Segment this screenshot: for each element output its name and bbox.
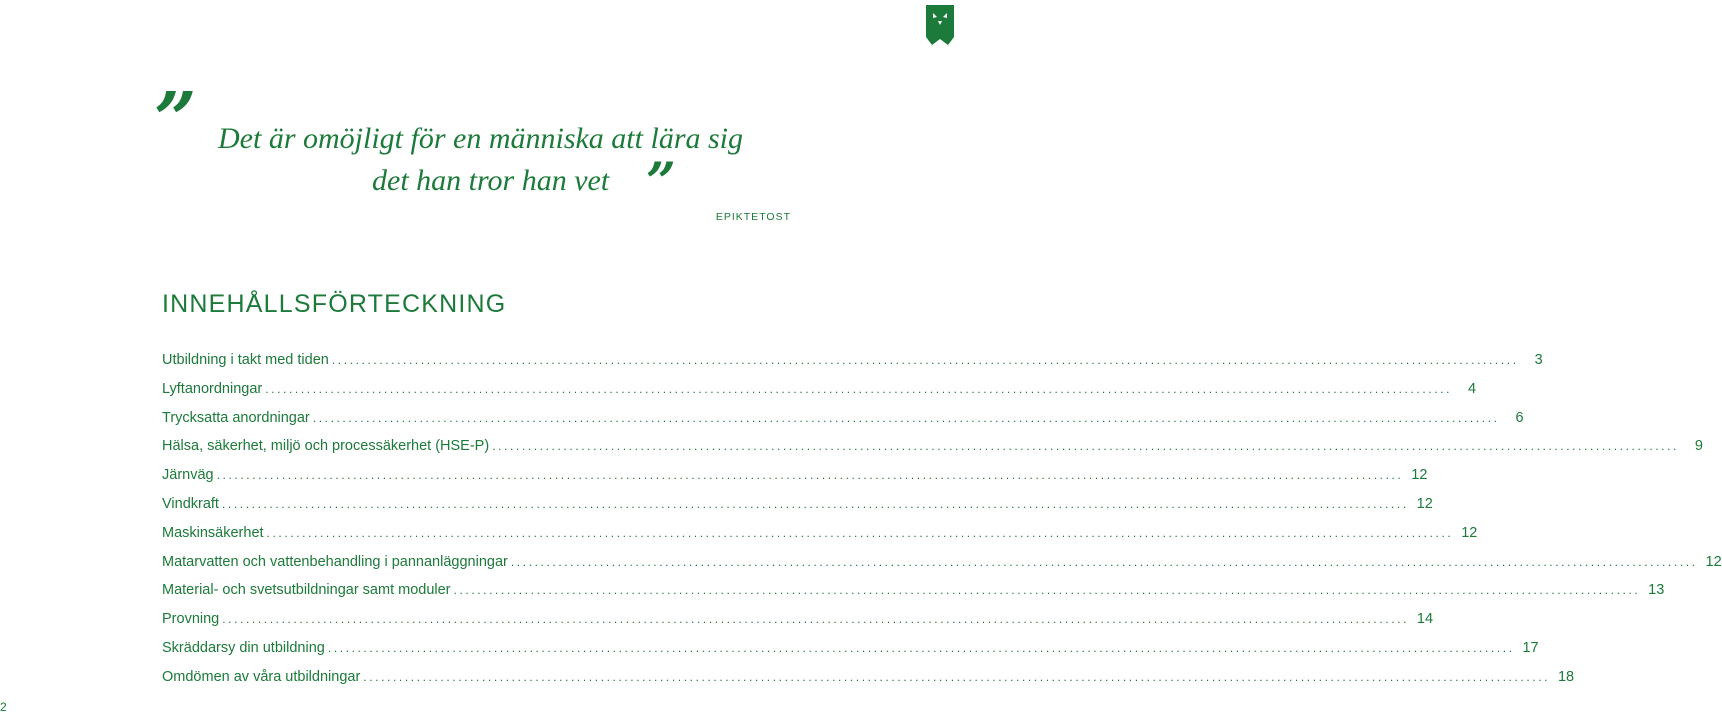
toc-dot-leader: ........................................................................................................................................................................................................ [363,669,1551,684]
toc-entry[interactable] [162,553,1722,583]
toc-entry[interactable] [162,639,1539,669]
toc-entry-page: 14 [1416,611,1434,628]
toc-title: INNEHÅLLSFÖRTECKNING [162,290,507,318]
toc-dot-leader: ........................................................................................................................................................................................................ [492,439,1679,454]
toc-entry-label: Maskinsäkerhet [162,524,264,541]
toc-entry[interactable] [162,467,1428,496]
toc-dot-leader: ........................................................................................................................................................................................................ [327,640,1515,655]
toc-dot-leader: ........................................................................................................................................................................................................ [216,468,1404,483]
toc-entry-page: 12 [1705,553,1722,570]
toc-entry-page: 3 [1534,352,1543,368]
toc-entry-label: Trycksatta anordningar [162,409,310,426]
toc-dot-leader: ........................................................................................................................................................................................................ [222,612,1410,627]
toc-dot-leader: ........................................................................................................................................................................................................ [453,583,1641,598]
open-quote-mark: ” [154,77,197,163]
toc-entry-page: 4 [1467,380,1477,397]
toc-entry-page: 18 [1557,668,1575,685]
quote-line-1: Det är omöjligt för en människa att lära sig [218,122,743,155]
toc-entry-page: 6 [1515,409,1524,426]
toc-entry-label: Matarvatten och vattenbehandling i pannanläggningar [162,553,508,570]
toc-entry-page: 17 [1522,639,1539,656]
close-quote-mark: ” [646,152,676,213]
toc-entry[interactable] [162,352,1543,381]
toc-entry-label: Provning [162,611,220,628]
toc-dot-leader: ........................................................................................................................................................................................................ [266,525,1454,540]
toc-dot-leader: ........................................................................................................................................................................................................ [331,353,1519,367]
toc-dot-leader: ........................................................................................................................................................................................................ [265,381,1453,396]
toc-entry-label: Utbildning i takt med tiden [162,352,329,368]
toc-entry[interactable] [162,524,1478,554]
toc-entry-page: 12 [1461,524,1478,541]
toc-entry-label: Vindkraft [162,495,219,512]
toc-entry-page: 9 [1694,438,1703,455]
toc-entry[interactable] [162,495,1433,525]
toc-entry-label: Skräddarsy din utbildning [162,639,325,656]
toc-entry-page: 12 [1416,495,1433,512]
quote-author: EPIKTETOST [715,211,791,223]
toc-entry[interactable] [162,611,1434,640]
table-of-contents [162,352,1722,698]
toc-entry[interactable] [162,409,1524,439]
toc-entry-label: Hälsa, säkerhet, miljö och processäkerhet (HSE-P) [162,438,490,455]
page-number: 2 [0,700,7,714]
toc-entry[interactable] [162,380,1477,410]
toc-entry-page: 13 [1648,582,1665,599]
quote-line-2: det han tror han vet [372,164,610,197]
toc-entry[interactable] [162,438,1703,467]
toc-entry[interactable] [162,582,1665,611]
toc-entry-label: Järnväg [162,467,214,484]
toc-dot-leader: ........................................................................................................................................................................................................ [312,410,1500,425]
toc-entry[interactable] [162,668,1575,698]
toc-dot-leader: ........................................................................................................................................................................................................ [510,554,1698,569]
toc-entry-label: Lyftanordningar [162,380,263,397]
owl-logo-icon [923,3,957,47]
toc-entry-label: Material- och svetsutbildningar samt moduler [162,582,451,599]
toc-entry-page: 12 [1411,467,1428,484]
toc-entry-label: Omdömen av våra utbildningar [162,668,361,685]
toc-dot-leader: ........................................................................................................................................................................................................ [221,496,1409,511]
